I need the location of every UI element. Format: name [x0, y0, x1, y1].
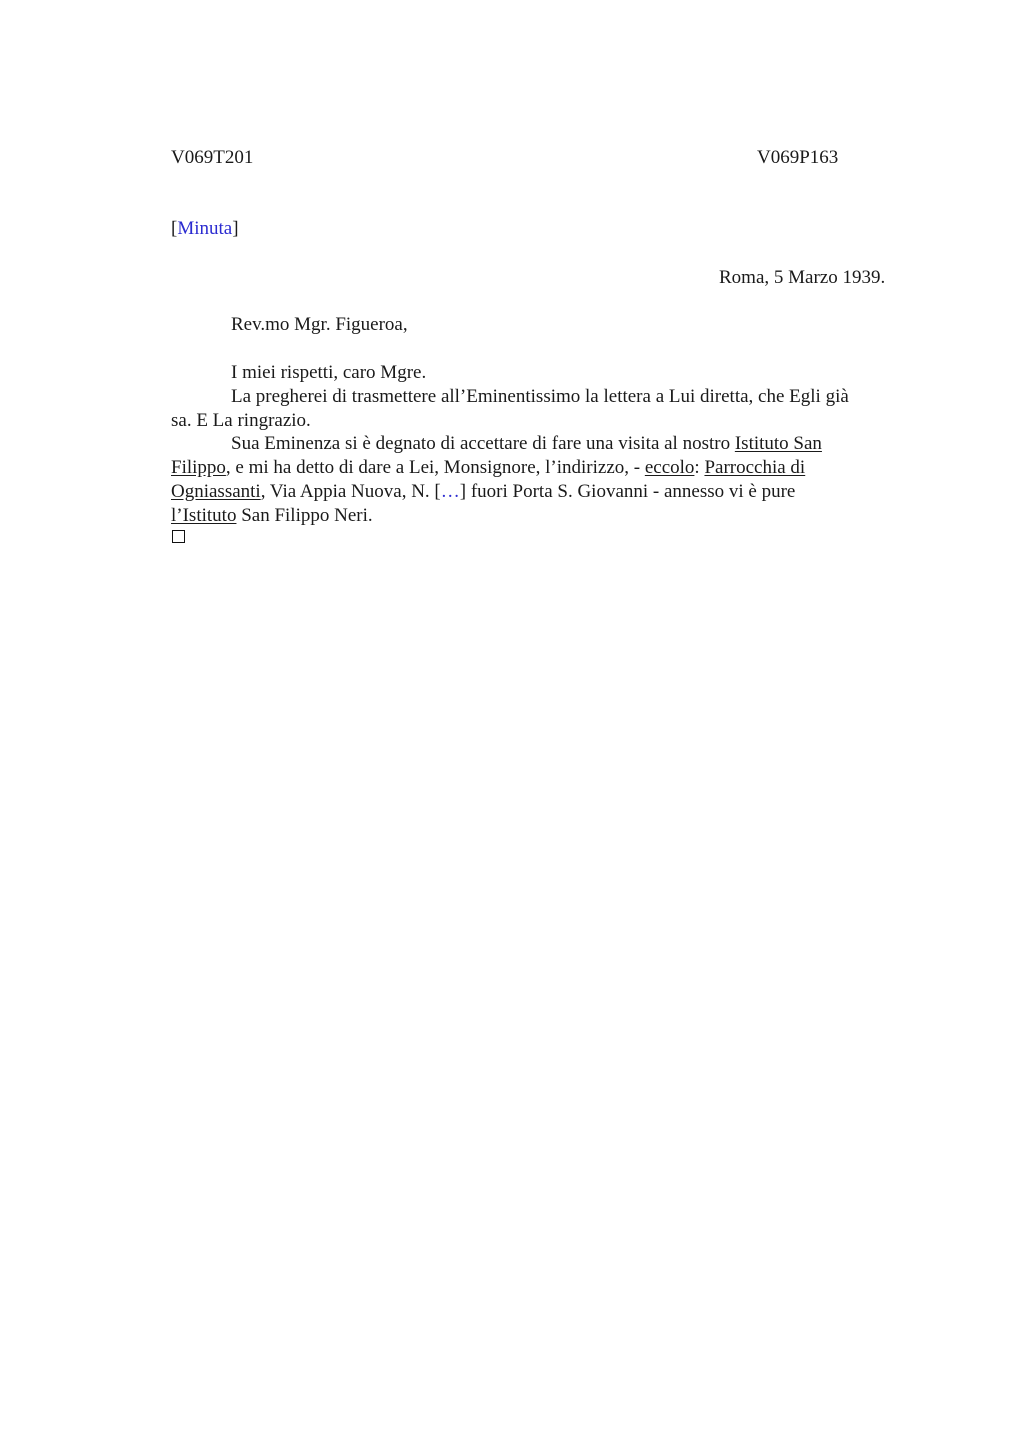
- document-code-right: V069P163: [757, 147, 839, 168]
- minuta-label: Minuta: [177, 218, 233, 239]
- paragraph-3-line-1: [171, 432, 905, 456]
- paragraph-3-line-3: [171, 480, 905, 504]
- text-segment: , e mi ha detto di dare a Lei, Monsignore, l’indirizzo, -: [225, 457, 645, 479]
- paragraph-2-line-1: La pregherei di trasmettere all’Eminentissimo la lettera a Lui diretta, che Egli già: [231, 385, 849, 407]
- paragraph-2-line-2: sa. E La ringrazio.: [171, 409, 311, 431]
- text-segment: , Via Appia Nuova, N. [: [260, 480, 441, 502]
- text-segment: ] fuori Porta S. Giovanni - annesso vi è pure: [459, 480, 796, 502]
- document-code-left: V069T201: [171, 147, 254, 168]
- letter-date: Roma, 5 Marzo 1939.: [719, 267, 886, 288]
- ellipsis-omission: …: [440, 480, 460, 502]
- underlined-eccolo: eccolo: [644, 457, 695, 479]
- text-segment: :: [694, 457, 705, 479]
- close-bracket: ]: [232, 218, 239, 239]
- letter-salutation: Rev.mo Mgr. Figueroa,: [231, 314, 408, 335]
- text-segment: San Filippo Neri.: [236, 504, 373, 526]
- open-bracket: [: [171, 218, 178, 239]
- minuta-note: [171, 217, 239, 241]
- underlined-istituto-san: Istituto San: [734, 433, 822, 455]
- underlined-istituto: l’Istituto: [171, 504, 237, 526]
- paragraph-1: I miei rispetti, caro Mgre.: [231, 362, 427, 383]
- underlined-parrocchia: Parrocchia di: [704, 457, 806, 479]
- underlined-ogniassanti: Ogniassanti: [171, 480, 261, 502]
- paragraph-3-line-4: [171, 504, 905, 528]
- text-segment: Sua Eminenza si è degnato di accettare di fare una visita al nostro: [231, 433, 735, 455]
- letter-body: [171, 361, 905, 528]
- paragraph-3-line-2: [171, 456, 905, 480]
- checkbox-icon: [172, 530, 185, 543]
- underlined-filippo: Filippo: [171, 457, 226, 479]
